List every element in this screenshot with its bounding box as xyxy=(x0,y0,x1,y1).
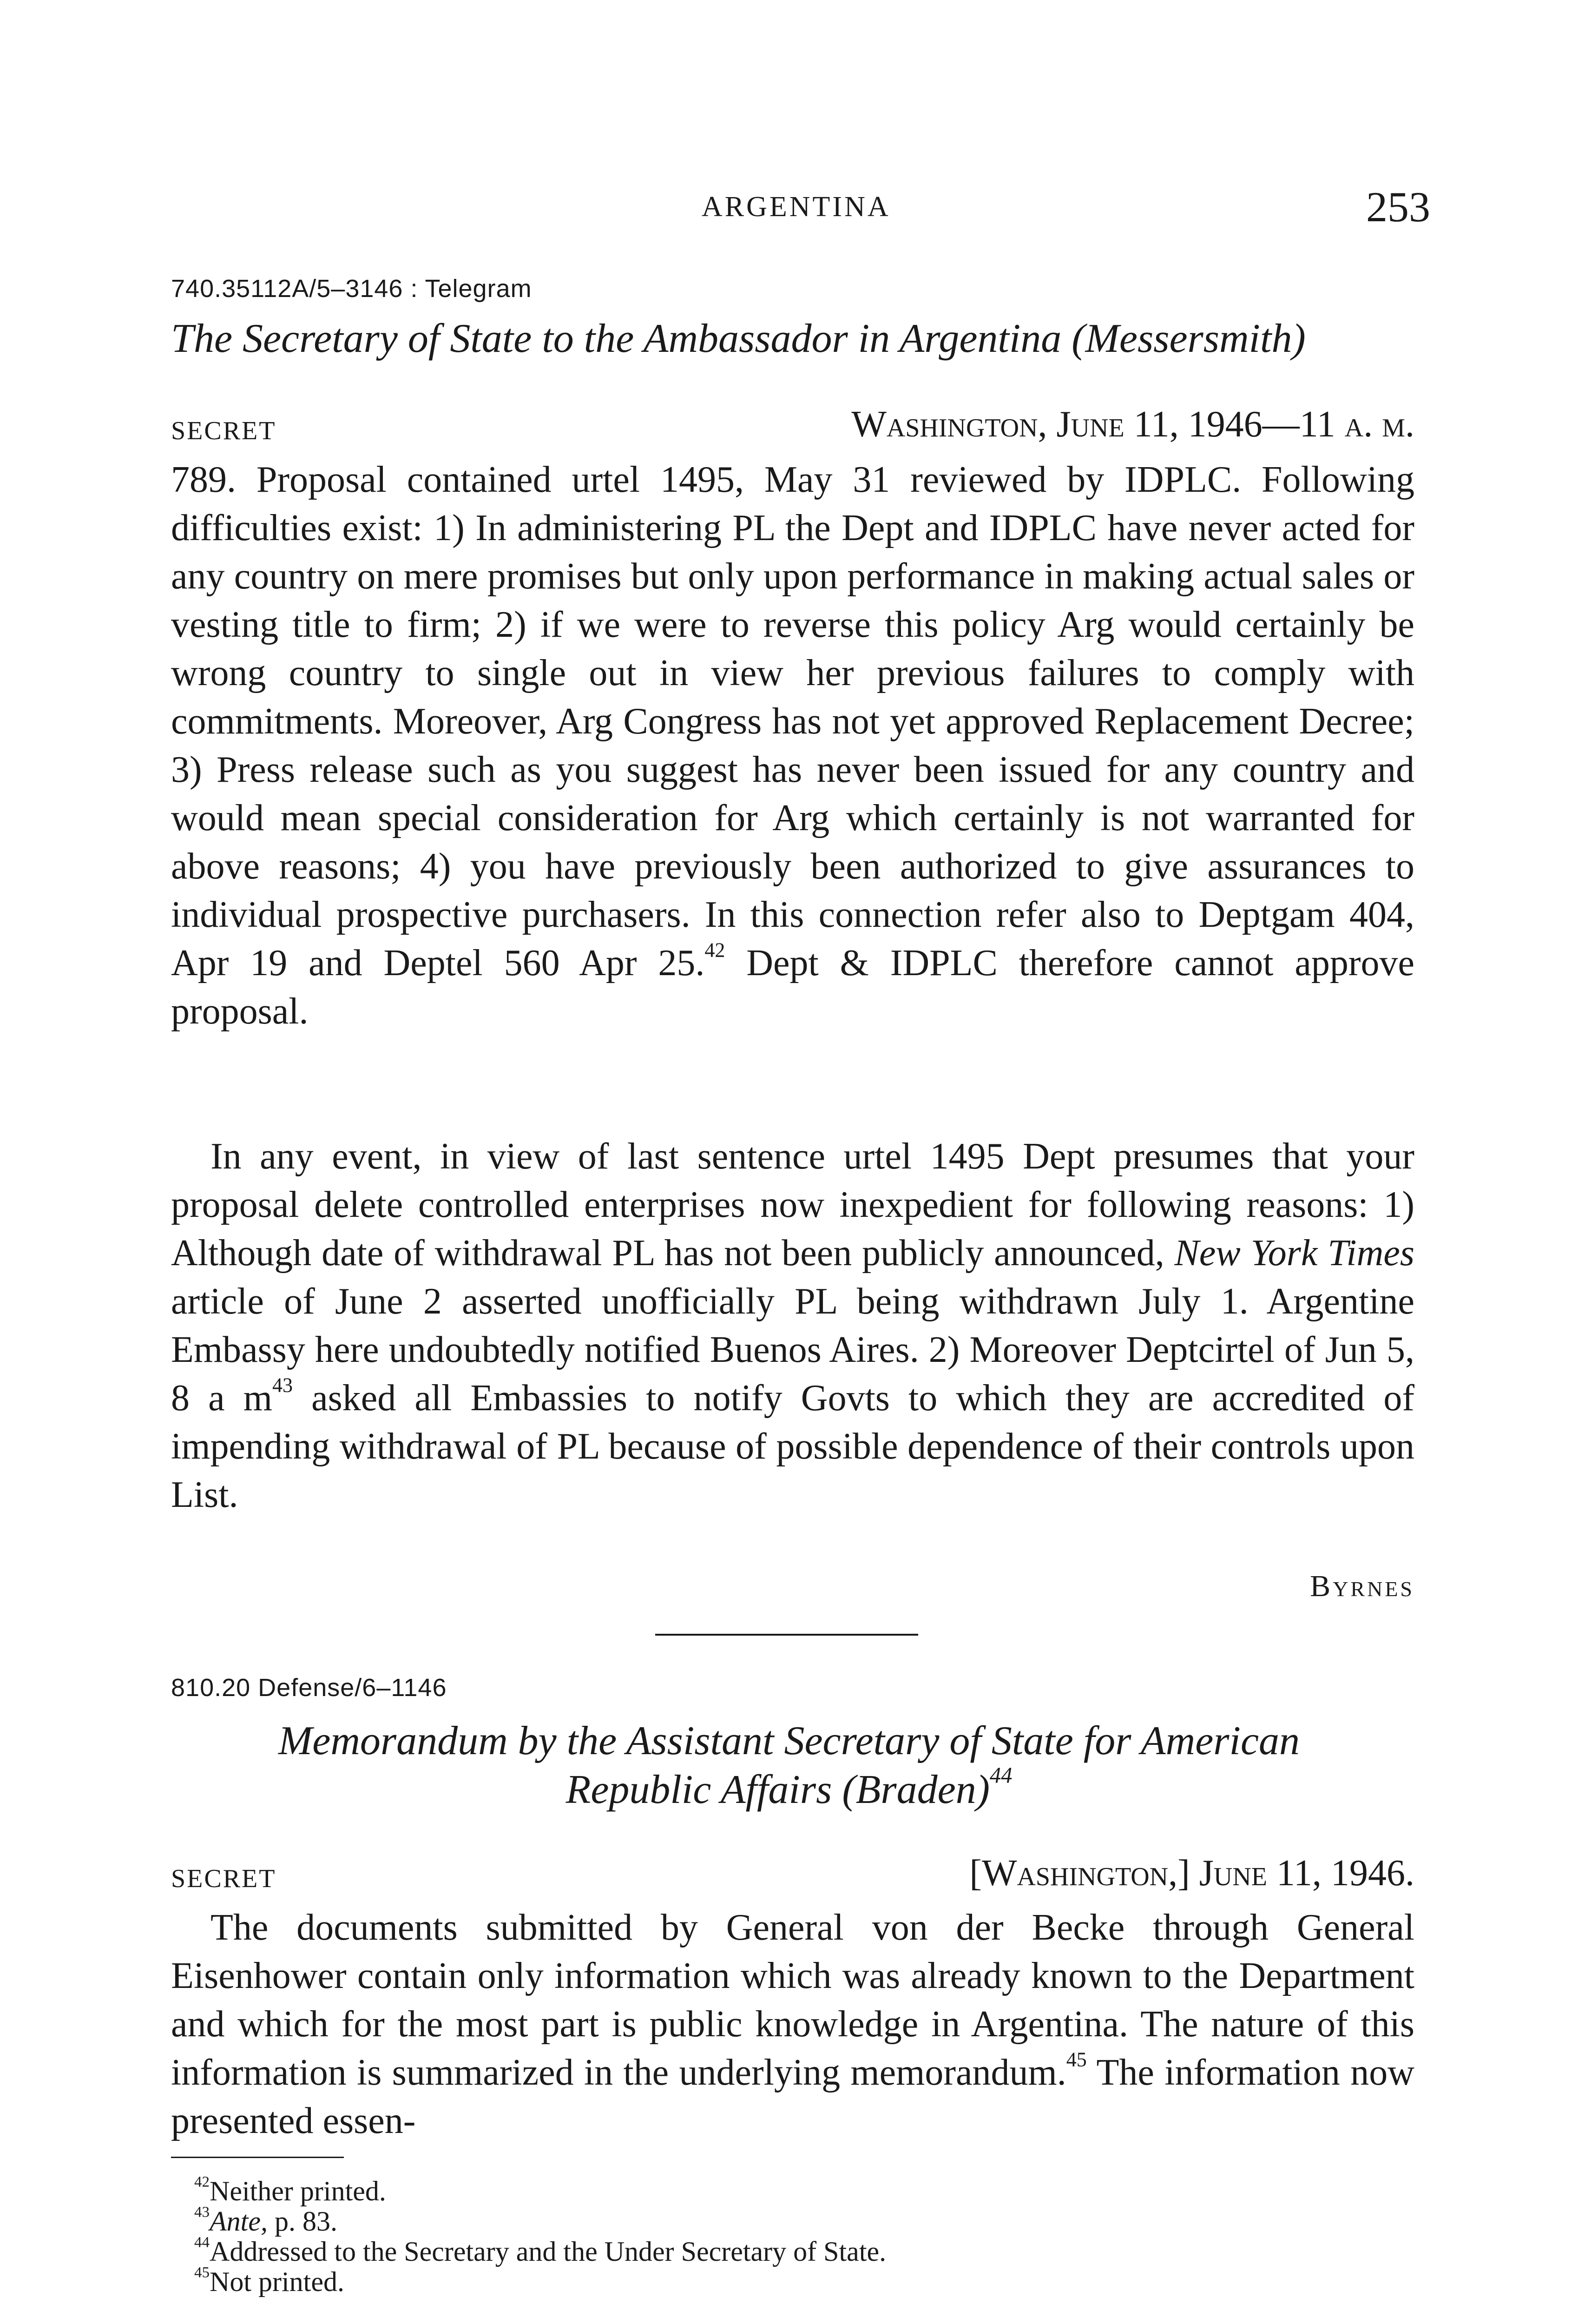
footnote xyxy=(194,2205,337,2238)
footnote-mark: 44 xyxy=(194,2234,210,2251)
footnote-text: Not printed. xyxy=(210,2266,344,2297)
running-head: ARGENTINA xyxy=(702,191,891,223)
newspaper-title: New York Times xyxy=(1174,1233,1414,1274)
document-title: Memorandum by the Assistant Secretary of State for American xyxy=(278,1718,1300,1763)
footnote-text: Addressed to the Secretary and the Under Secretary of State. xyxy=(210,2236,887,2267)
footnote xyxy=(194,2236,886,2268)
document-title-cont xyxy=(0,1763,1578,1813)
file-reference: 810.20 Defense/6–1146 xyxy=(171,1674,447,1702)
body-paragraph xyxy=(171,1132,1414,1519)
paragraph-text: In any event, in view of last sentence urtel 1495 Dept presumes that your proposal delete controlled enterprises now inexpedient for following reasons: 1) Although date of withdrawal PL has not been publicly announced, xyxy=(171,1136,1414,1274)
dateline: Washington, June 11, 1946—11 a. m. xyxy=(851,404,1414,445)
footnote-mark: 42 xyxy=(194,2173,210,2191)
document-title: The Secretary of State to the Ambassador in Argentina (Messersmith) xyxy=(171,316,1306,361)
footnote-ref: 43 xyxy=(272,1373,293,1397)
paragraph-text: The information now presented essen- xyxy=(171,2052,1414,2141)
footnote-italic: Ante, xyxy=(210,2206,268,2237)
paragraph-text: The documents submitted by General von der Becke through General Eisenhower contain only information which was already known to the Department and which for the most part is public knowledge in Argentina. The nature of this information is summarized in the underlying memorandum. xyxy=(171,1907,1414,2093)
footnote xyxy=(194,2266,344,2298)
footnote-ref: 44 xyxy=(990,1763,1013,1788)
footnote-text: Neither printed. xyxy=(210,2176,386,2206)
footnote-rule xyxy=(171,2157,344,2158)
footnote-mark: 43 xyxy=(194,2204,210,2221)
paragraph-text: article of June 2 asserted unofficially PL being withdrawn July 1. Argentine Embassy here undoubtedly notified Buenos Aires. 2) Moreover Deptcirtel of Jun 5, 8 a m xyxy=(171,1281,1414,1419)
paragraph-text: asked all Embassies to notify Govts to which they are accredited of impending withdrawal of PL because of possible dependence of their controls upon List. xyxy=(171,1378,1415,1515)
paragraph-text: 789. Proposal contained urtel 1495, May 31 reviewed by IDPLC. Following difficulties exist: 1) In administering PL the Dept and IDPLC have never acted for any country on mere promises but only upon performance in making actual sales or vesting title to firm; 2) if we were to reverse this policy Arg would certainly be wrong country to single out in view her previous failures to comply with commitments. Moreover, Arg Congress has not yet approved Replacement Decree; 3) Press release such as you suggest has never been issued for any country and would mean special consideration for Arg which certainly is not warranted for above reasons; 4) you have previously been authorized to give assurances to individual prospective purchasers. In this connection refer also to Deptgam 404, Apr 19 and Deptel 560 Apr 25. xyxy=(171,459,1414,984)
footnote-ref: 42 xyxy=(704,938,725,962)
page-number: 253 xyxy=(1366,183,1430,231)
body-paragraph xyxy=(171,456,1414,1036)
paragraph-text: Dept & IDPLC therefore cannot approve proposal. xyxy=(171,943,1414,1032)
footnote-ref: 45 xyxy=(1066,2048,1087,2071)
section-divider xyxy=(655,1634,918,1636)
file-reference: 740.35112A/5–3146 : Telegram xyxy=(171,275,532,303)
footnote-mark: 45 xyxy=(194,2264,210,2281)
footnote xyxy=(194,2175,386,2207)
classification-label: SECRET xyxy=(171,416,276,445)
footnote-text: p. 83. xyxy=(267,2206,337,2237)
title-text: Republic Affairs (Braden) xyxy=(565,1767,990,1812)
signature: Byrnes xyxy=(1310,1569,1414,1603)
body-paragraph xyxy=(171,1903,1414,2145)
classification-label: SECRET xyxy=(171,1864,276,1893)
dateline: [Washington,] June 11, 1946. xyxy=(969,1853,1414,1894)
